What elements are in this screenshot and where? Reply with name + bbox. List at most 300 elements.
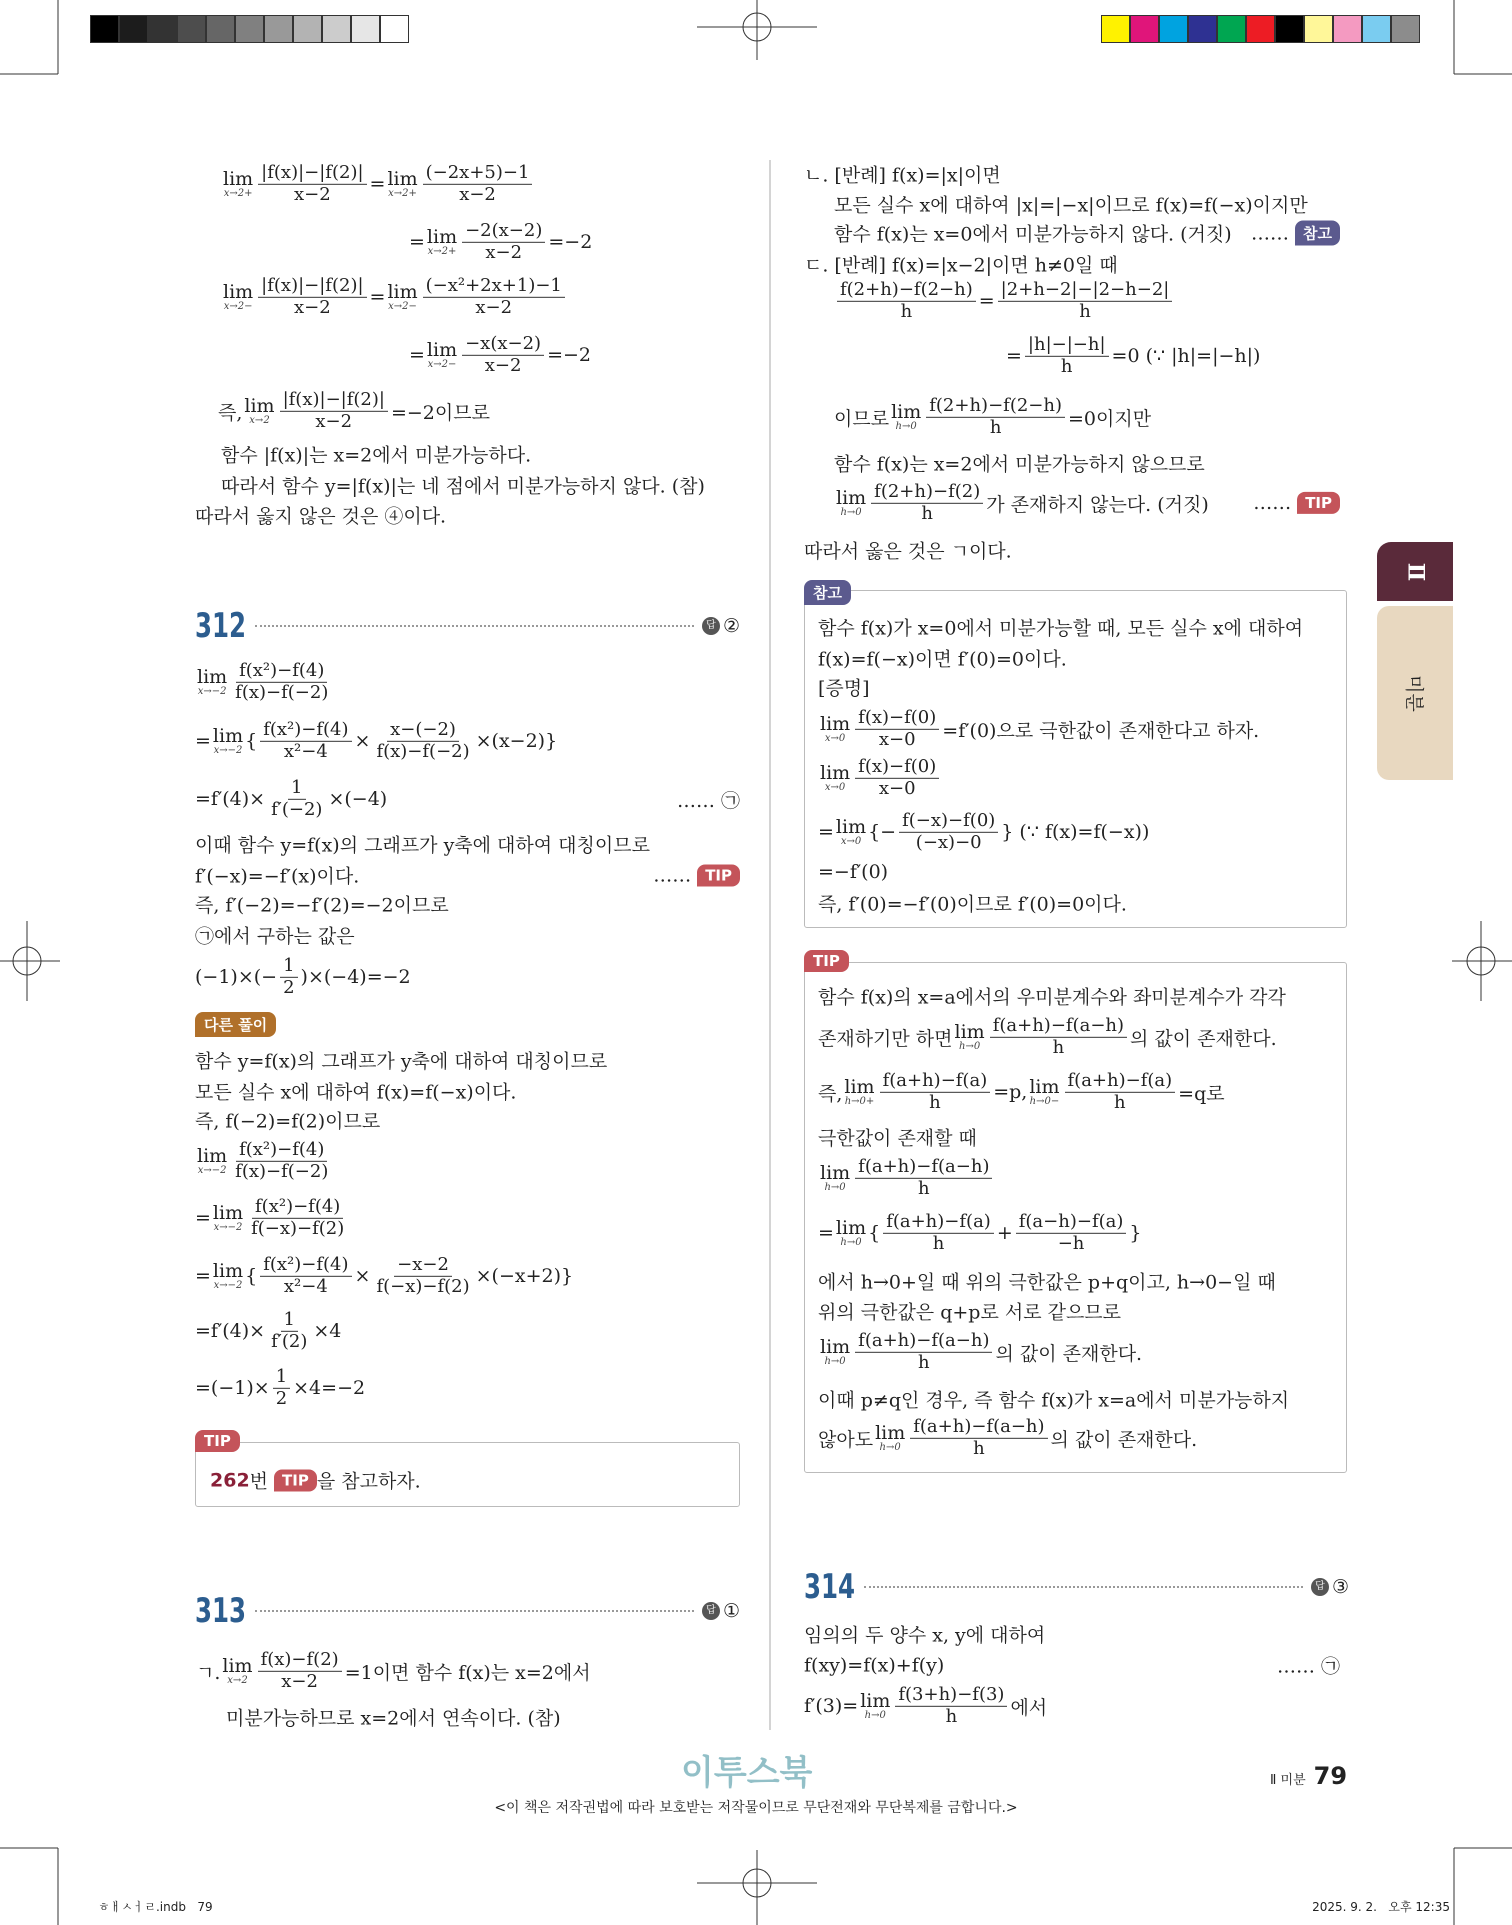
lim-subscript: x→0 <box>840 835 862 847</box>
math-text: 않아도 <box>818 1428 874 1451</box>
math-text: 이므로 <box>834 407 890 430</box>
limit <box>212 1259 244 1291</box>
lim-operator: lim <box>387 280 418 303</box>
denominator: x−2 <box>281 1670 318 1692</box>
numerator: |f(x)|−|f(2)| <box>258 163 366 185</box>
math-text: =0이지만 <box>1067 407 1152 430</box>
fraction <box>423 276 565 318</box>
text-line <box>818 890 1340 917</box>
text-line <box>818 1124 1340 1151</box>
lim-subscript: h→0 <box>840 1236 862 1248</box>
lim-subscript: x→2− <box>223 300 253 312</box>
math-text: = <box>369 286 386 308</box>
lim-operator: lim <box>891 400 922 423</box>
denominator: h <box>1060 355 1073 377</box>
text-line <box>818 645 1340 672</box>
fraction <box>462 221 545 263</box>
lim-subscript: x→−2 <box>197 685 227 697</box>
lim-subscript: x→0 <box>824 732 846 744</box>
lim-operator: lim <box>844 1075 875 1098</box>
limit <box>836 486 867 518</box>
denominator: h <box>945 1705 958 1727</box>
limit <box>875 1421 906 1453</box>
text-line <box>818 1212 1340 1254</box>
numerator: f(x)−f(0) <box>855 757 939 779</box>
marker-text: …… ㉠ <box>1276 1655 1340 1678</box>
marker-text: …… ㉠ <box>676 789 740 812</box>
fraction <box>926 396 1065 438</box>
lim-operator: lim <box>820 1161 851 1184</box>
math-text: 극한값이 존재할 때 <box>818 1127 977 1150</box>
math-text: 미분가능하므로 x=2에서 연속이다. (참) <box>226 1707 561 1730</box>
text-line <box>818 708 1340 750</box>
fraction <box>260 1255 351 1297</box>
text-line <box>195 1197 740 1239</box>
numerator: f(x²)−f(4) <box>260 720 351 742</box>
text-line <box>818 861 1340 883</box>
numerator: f(x²)−f(4) <box>236 1140 327 1162</box>
text-line <box>196 1650 740 1692</box>
color-swatch <box>380 15 409 43</box>
text-line <box>221 163 740 205</box>
denominator: x²−4 <box>283 740 328 762</box>
denominator: h <box>932 1232 945 1254</box>
marker-text: …… <box>653 864 692 886</box>
lim-subscript: x→2− <box>388 300 417 312</box>
text-line <box>409 221 740 263</box>
math-text: =−2이므로 <box>390 401 490 424</box>
math-text: 따라서 함수 y=|f(x)|는 네 점에서 미분가능하지 않다. (참) <box>221 475 705 498</box>
text-line <box>409 334 740 376</box>
lim-operator: lim <box>835 815 867 838</box>
math-text: 함수 |f(x)|는 x=2에서 미분가능하다. <box>221 444 532 467</box>
ref-number: 262 <box>210 1469 250 1491</box>
numerator: (−2x+5)−1 <box>423 163 533 185</box>
lim-operator: lim <box>954 1020 985 1043</box>
lim-operator: lim <box>387 167 418 190</box>
lim-operator: lim <box>197 1144 228 1167</box>
fraction <box>855 1331 992 1373</box>
denominator: x−2 <box>484 354 522 376</box>
numerator: f(a+h)−f(a) <box>1065 1071 1176 1093</box>
limit <box>820 712 851 744</box>
color-swatch <box>1130 15 1159 43</box>
numerator: |f(x)|−|f(2)| <box>258 276 366 298</box>
section-name: Ⅱ 미분 <box>1270 1773 1306 1788</box>
text-line <box>195 891 740 918</box>
math-text: × <box>354 730 371 752</box>
denominator: f(−x)−f(2) <box>376 1275 470 1297</box>
text-line <box>818 811 1340 853</box>
math-text: { <box>245 730 258 752</box>
math-text: } (∵ f(x)=f(−x)) <box>1001 821 1150 843</box>
color-swatch <box>264 15 293 43</box>
math-text: = <box>409 231 425 253</box>
text-line <box>804 161 1340 188</box>
problem-313-header <box>195 1591 740 1631</box>
math-text: 즉, <box>818 1082 843 1105</box>
lim-operator: lim <box>835 1216 867 1239</box>
math-text: =−2 <box>548 231 593 253</box>
math-text: ×(−x+2)} <box>475 1265 574 1287</box>
answer-icon: 답 <box>702 617 720 635</box>
numerator: f(a+h)−f(a−h) <box>855 1157 992 1179</box>
limit <box>223 280 254 312</box>
lim-subscript: h→0 <box>895 420 917 432</box>
text-line <box>195 1255 740 1297</box>
limit <box>891 400 922 432</box>
math-text: ×4=−2 <box>293 1377 366 1399</box>
text-line <box>818 983 1340 1010</box>
lim-subscript: x→−2 <box>213 744 243 756</box>
numerator: f(−x)−f(0) <box>899 811 998 833</box>
lim-operator: lim <box>212 724 244 747</box>
math-text: =f′(0)으로 극한값이 존재한다고 하자. <box>942 719 1260 742</box>
color-swatch <box>1333 15 1362 43</box>
math-text: = <box>1006 345 1022 367</box>
text-line <box>195 1047 740 1074</box>
page-number: 79 <box>1313 1762 1348 1790</box>
text-line <box>804 1685 1340 1727</box>
numerator: f(a+h)−f(a−h) <box>990 1016 1127 1038</box>
limit <box>426 338 458 370</box>
math-text: =p, <box>993 1081 1028 1103</box>
color-swatch <box>1275 15 1304 43</box>
denominator: (−x)−0 <box>915 831 982 853</box>
lim-operator: lim <box>223 280 254 303</box>
math-text: ㄱ. <box>196 1661 221 1684</box>
math-text: 가 존재하지 않는다. (거짓) <box>986 493 1209 516</box>
text-line <box>195 502 740 529</box>
text-line <box>1006 335 1340 377</box>
lim-subscript: h→0 <box>824 1355 846 1367</box>
denominator: 2 <box>283 976 295 998</box>
numerator: f(a+h)−f(a) <box>880 1071 991 1093</box>
text-line <box>818 1331 1340 1373</box>
tip-link-badge[interactable]: TIP <box>697 864 740 886</box>
color-swatch <box>119 15 148 43</box>
marker <box>677 786 740 813</box>
fraction <box>1065 1071 1176 1113</box>
denominator: 2 <box>275 1387 288 1409</box>
text-line <box>804 1621 1340 1648</box>
math-text: =−f′(0) <box>818 861 889 883</box>
marker <box>1277 1652 1340 1679</box>
text-line <box>818 1386 1340 1413</box>
color-swatch <box>1188 15 1217 43</box>
text-line <box>818 1298 1340 1325</box>
lim-subscript: x→−2 <box>197 1164 227 1176</box>
answer: ② <box>722 615 740 637</box>
text-line <box>195 1107 740 1134</box>
color-swatch <box>351 15 380 43</box>
chapter-tab[interactable] <box>1377 542 1453 601</box>
divider <box>864 1586 1303 1588</box>
denominator: x²−4 <box>283 1275 328 1297</box>
math-text: {− <box>868 821 897 843</box>
text-line <box>818 1016 1340 1058</box>
math-text: 에서 h→0+일 때 위의 극한값은 p+q이고, h→0−일 때 <box>818 1271 1276 1294</box>
fraction <box>373 720 472 762</box>
math-text: =(−1)× <box>195 1377 270 1399</box>
tip-sentence: 을 참고하자. <box>316 1470 421 1493</box>
lim-subscript: h→0 <box>824 1181 846 1193</box>
lim-subscript: x→−2 <box>213 1221 243 1233</box>
fraction <box>260 720 351 762</box>
math-text: 에서 <box>1010 1696 1048 1719</box>
lim-subscript: h→0 <box>864 1709 886 1721</box>
text-line <box>195 922 740 949</box>
fraction <box>837 280 976 322</box>
reference-badge: 참고 <box>804 580 851 605</box>
text-line <box>195 831 740 858</box>
section-tab[interactable] <box>1377 606 1453 780</box>
publisher-logo: 이투스북 <box>681 1753 813 1793</box>
fraction <box>895 1685 1007 1727</box>
numerator: 1 <box>280 956 297 978</box>
marker <box>1253 492 1340 514</box>
math-text: = <box>818 821 834 843</box>
math-text: 위의 극한값은 q+p로 서로 같으므로 <box>818 1301 1122 1324</box>
limit <box>387 280 418 312</box>
problem-number: 313 <box>195 1591 247 1631</box>
denominator: f(x)−f(−2) <box>235 681 329 703</box>
numerator: f(x)−f(2) <box>258 1650 342 1672</box>
denominator: h <box>900 300 913 322</box>
lim-subscript: x→0 <box>824 781 846 793</box>
fraction <box>998 280 1173 322</box>
math-text: 의 값이 존재한다. <box>1130 1027 1277 1050</box>
numerator: f(a−h)−f(a) <box>1016 1212 1127 1234</box>
color-swatch <box>1217 15 1246 43</box>
math-text: = <box>978 290 995 312</box>
lim-operator: lim <box>836 486 867 509</box>
problem-314-header <box>804 1567 1349 1607</box>
text-line <box>818 614 1340 641</box>
math-text: ×(−4) <box>328 788 388 810</box>
color-swatch <box>1101 15 1130 43</box>
math-text: = <box>409 344 425 366</box>
color-swatch <box>206 15 235 43</box>
answer: ① <box>722 1600 740 1622</box>
math-text: (−1)×(− <box>195 966 278 988</box>
math-text: × <box>354 1265 371 1287</box>
math-text: =f′(4)× <box>195 1320 266 1342</box>
math-text: ㄷ. [반례] f(x)=|x−2|이면 h≠0일 때 <box>804 254 1118 277</box>
tip-ref-badge: TIP <box>274 1469 317 1491</box>
lim-operator: lim <box>212 1259 244 1282</box>
text-line <box>195 862 740 889</box>
lim-operator: lim <box>820 712 851 735</box>
text-line <box>818 1157 1340 1199</box>
lim-subscript: x→2+ <box>388 187 417 199</box>
fraction <box>855 1157 992 1199</box>
problem-number: 312 <box>195 606 247 646</box>
denominator: h <box>973 1437 985 1459</box>
fraction <box>855 757 939 799</box>
limit <box>212 724 244 756</box>
limit <box>387 167 418 199</box>
text-line <box>195 1078 740 1105</box>
fraction <box>268 778 325 820</box>
fraction <box>258 1650 342 1692</box>
limit <box>1029 1075 1060 1107</box>
math-text: [증명] <box>818 677 870 700</box>
lim-subscript: x→2− <box>427 358 457 370</box>
math-text: 즉, <box>218 401 243 424</box>
lim-subscript: x→2+ <box>223 187 253 199</box>
denominator: x−0 <box>878 728 916 750</box>
denominator: f(−x)−f(2) <box>251 1217 345 1239</box>
math-text: 모든 실수 x에 대하여 f(x)=f(−x)이다. <box>195 1081 517 1104</box>
math-text: =q로 <box>1178 1082 1225 1105</box>
math-text: =−2 <box>547 344 591 366</box>
denominator: h <box>989 416 1002 438</box>
math-text: 함수 y=f(x)의 그래프가 y축에 대하여 대칭이므로 <box>195 1050 608 1073</box>
denominator: h <box>1114 1091 1126 1113</box>
text-line <box>221 441 740 468</box>
text-line <box>226 1704 740 1731</box>
math-text: f(x)=f(−x)이면 f′(0)=0이다. <box>818 648 1067 671</box>
lim-subscript: h→0 <box>840 506 862 518</box>
lim-subscript: x→2 <box>249 414 270 426</box>
math-text: 존재하기만 하면 <box>818 1027 953 1050</box>
tip-badge: TIP <box>804 950 849 972</box>
numerator: f(x²)−f(4) <box>252 1197 343 1219</box>
limit <box>820 1161 851 1193</box>
lim-subscript: x→−2 <box>213 1279 243 1291</box>
fraction <box>373 1255 472 1297</box>
math-text: } <box>1129 1222 1142 1244</box>
text-line <box>818 1417 1340 1459</box>
chapter-number: Ⅱ <box>1401 562 1428 581</box>
fraction <box>462 334 544 376</box>
limit <box>197 1144 228 1176</box>
numerator: |f(x)|−|f(2)| <box>280 390 388 412</box>
math-text: 임의의 두 양수 x, y에 대하여 <box>804 1624 1046 1647</box>
lim-operator: lim <box>426 225 458 248</box>
tip-text <box>210 1467 421 1494</box>
section-label: 미분 <box>1402 674 1425 712</box>
math-text: 함수 f(x)는 x=2에서 미분가능하지 않으므로 <box>834 453 1205 476</box>
numerator: (−x²+2x+1)−1 <box>423 276 565 298</box>
lim-subscript: x→2 <box>227 1674 248 1686</box>
text-line <box>804 537 1340 564</box>
math-text: + <box>996 1222 1013 1244</box>
numerator: f(x²)−f(4) <box>236 661 327 683</box>
math-text: ×4 <box>313 1320 342 1342</box>
denominator: x−2 <box>459 183 496 205</box>
color-swatch <box>1362 15 1391 43</box>
text-line <box>218 390 740 432</box>
marker-text: …… <box>1253 492 1292 514</box>
fraction <box>280 390 388 432</box>
problem-312-header <box>195 606 740 646</box>
math-text: ㉠에서 구하는 값은 <box>195 925 355 948</box>
limit <box>844 1075 875 1107</box>
math-text: 함수 f(x)는 x=0에서 미분가능하지 않다. (거짓) <box>834 223 1232 246</box>
fraction <box>258 276 366 318</box>
math-text: 의 값이 존재한다. <box>1050 1428 1198 1451</box>
answer-icon: 답 <box>702 1602 720 1620</box>
numerator: |h|−|−h| <box>1025 335 1109 357</box>
text-line <box>804 1652 1340 1679</box>
text-line <box>834 191 1340 218</box>
limit <box>197 665 228 697</box>
math-text: ㄴ. [반례] f(x)=|x|이면 <box>804 164 1001 187</box>
numerator: f(a+h)−f(a−h) <box>910 1417 1047 1439</box>
denominator: f′(−2) <box>271 798 323 820</box>
color-swatch <box>177 15 206 43</box>
fraction <box>232 1140 331 1182</box>
ref-word: 번 <box>249 1470 269 1493</box>
text-line <box>818 1071 1340 1113</box>
math-text: 따라서 옳은 것은 ㄱ이다. <box>804 540 1012 563</box>
numerator: f(x²)−f(4) <box>260 1255 351 1277</box>
lim-operator: lim <box>875 1421 906 1444</box>
numerator: −2(x−2) <box>462 221 545 243</box>
math-text: 함수 f(x)가 x=0에서 미분가능할 때, 모든 실수 x에 대하여 <box>818 617 1304 640</box>
tip-link-badge[interactable]: TIP <box>1297 492 1340 514</box>
answer: ③ <box>1331 1576 1349 1598</box>
math-text: ×(x−2)} <box>475 730 558 752</box>
denominator: x−2 <box>475 296 513 318</box>
math-text: 즉, f′(−2)=−f′(2)=−2이므로 <box>195 894 449 917</box>
numerator: f(a+h)−f(a) <box>883 1212 994 1234</box>
fraction <box>910 1417 1047 1459</box>
lim-operator: lim <box>860 1689 891 1712</box>
fraction <box>248 1197 347 1239</box>
denominator: x−2 <box>294 296 331 318</box>
lim-subscript: h→0 <box>879 1441 901 1453</box>
lim-operator: lim <box>212 1201 244 1224</box>
lim-operator: lim <box>222 1654 253 1677</box>
math-text: 이때 함수 y=f(x)의 그래프가 y축에 대하여 대칭이므로 <box>195 834 650 857</box>
lim-operator: lim <box>223 167 254 190</box>
fraction <box>880 1071 991 1113</box>
text-line <box>804 251 1340 278</box>
lim-subscript: h→0− <box>1029 1095 1060 1107</box>
answer-icon: 답 <box>1311 1578 1329 1596</box>
math-text: 의 값이 존재한다. <box>995 1342 1143 1365</box>
tip-badge: TIP <box>195 1430 240 1452</box>
math-text: 따라서 옳지 않은 것은 ④이다. <box>195 505 447 528</box>
divider <box>255 1610 694 1612</box>
denominator: x−2 <box>485 241 523 263</box>
color-swatch <box>293 15 322 43</box>
math-text: f(xy)=f(x)+f(y) <box>804 1654 945 1676</box>
text-line <box>221 472 740 499</box>
problem-number: 314 <box>804 1567 856 1607</box>
math-text: 함수 f(x)의 x=a에서의 우미분계수와 좌미분계수가 각각 <box>818 986 1286 1009</box>
lim-subscript: h→0+ <box>844 1095 875 1107</box>
denominator: f′(2) <box>271 1330 308 1352</box>
color-swatch <box>1304 15 1333 43</box>
numerator: 1 <box>273 1367 290 1389</box>
reference-link-badge[interactable]: 참고 <box>1295 221 1340 246</box>
math-text: 모든 실수 x에 대하여 |x|=|−x|이므로 f(x)=f(−x)이지만 <box>834 194 1308 217</box>
color-swatch <box>1159 15 1188 43</box>
denominator: −h <box>1057 1232 1085 1254</box>
math-text: = <box>195 1207 211 1229</box>
denominator: h <box>1079 300 1091 322</box>
math-text: =0 (∵ |h|=|−h|) <box>1111 345 1261 367</box>
math-text: f′(3)= <box>804 1695 859 1717</box>
fraction <box>273 1367 290 1409</box>
numerator: 1 <box>281 1310 298 1332</box>
limit <box>820 761 851 793</box>
math-text: 이때 p≠q인 경우, 즉 함수 f(x)가 x=a에서 미분가능하지 <box>818 1389 1290 1412</box>
